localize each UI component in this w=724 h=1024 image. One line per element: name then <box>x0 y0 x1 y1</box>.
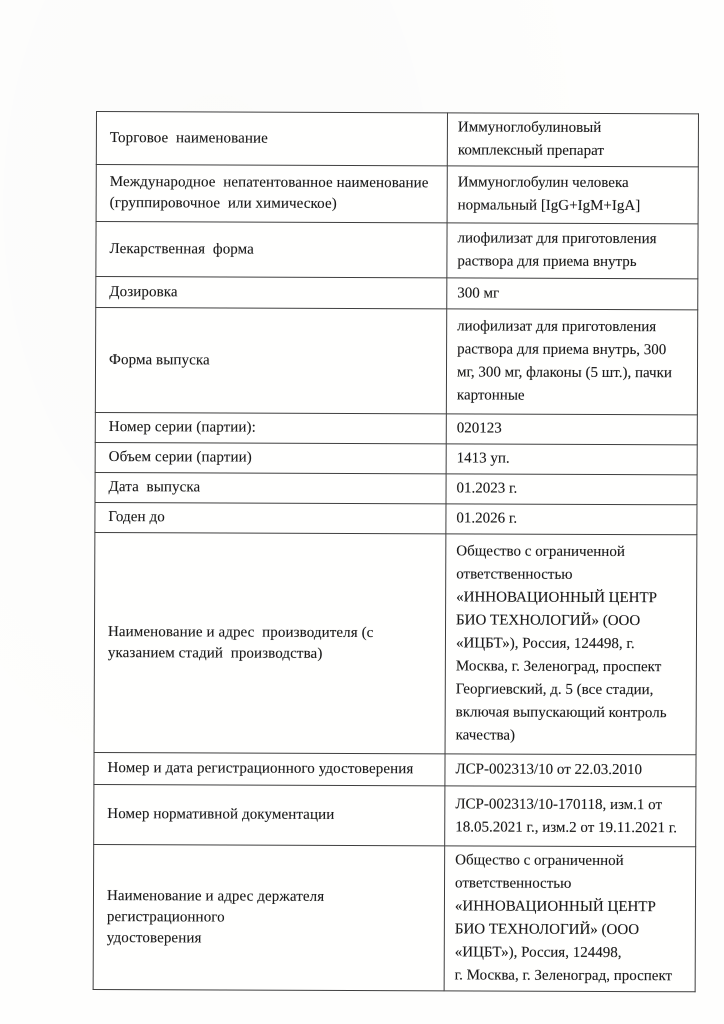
field-value-inn: Иммуноглобулин человека нормальный [IgG+IgM+IgA] <box>447 166 698 224</box>
field-label-release-form: Форма выпуска <box>95 308 446 414</box>
field-value-trade-name: Иммуноглобулиновый комплексный препарат <box>447 113 698 167</box>
table-row <box>94 532 697 754</box>
table-row <box>93 844 696 991</box>
field-label-batch-volume: Объем серии (партии) <box>95 442 446 473</box>
field-label-release-date: Дата выпуска <box>95 472 446 503</box>
field-value-dosage-form: лиофилизат для приготовления раствора для приема внутрь <box>447 223 698 279</box>
table-row <box>95 442 697 474</box>
table-row <box>96 165 698 224</box>
field-value-normative-doc: ЛСР-002313/10-170118, изм.1 от 18.05.2021 г., изм.2 от 19.11.2021 г. <box>445 786 696 847</box>
product-spec-table <box>93 111 678 992</box>
field-value-manufacturer: Общество с ограниченной ответственностью «ИННОВАЦИОННЫЙ ЦЕНТР БИО ТЕХНОЛОГИЙ» (ООО «ИЦБТ»), Россия, 124498, г. Москва, г. Зеленоград, проспект Георгиевский, д. 5 (все стадии, включая выпускающий контроль качества) <box>445 534 697 755</box>
field-label-dosage: Дозировка <box>96 277 447 309</box>
field-label-manufacturer: Наименование и адрес производителя (с указанием стадий производства) <box>94 532 446 753</box>
field-label-inn: Международное непатентованное наименование (группировочное или химическое) <box>96 165 447 223</box>
field-value-release-form: лиофилизат для приготовления раствора для приема внутрь, 300 мг, 300 мг, флаконы (5 шт.), пачки картонные <box>446 309 697 415</box>
spec-table-body <box>93 112 698 992</box>
field-label-registration-certificate: Номер и дата регистрационного удостоверения <box>94 752 445 785</box>
table-row <box>95 412 697 444</box>
field-label-normative-doc: Номер нормативной документации <box>94 784 445 845</box>
table-row <box>94 752 696 786</box>
field-label-expiry-date: Годен до <box>95 502 446 533</box>
table-row <box>96 112 698 167</box>
field-label-certificate-holder: Наименование и адрес держателя регистрационного удостоверения <box>93 844 445 990</box>
field-label-batch-number: Номер серии (партии): <box>95 412 446 443</box>
field-value-batch-volume: 1413 уп. <box>446 444 697 475</box>
field-value-release-date: 01.2023 г. <box>446 474 697 505</box>
field-value-dosage: 300 мг <box>447 278 698 310</box>
field-value-certificate-holder: Общество с ограниченной ответственностью «ИННОВАЦИОННЫЙ ЦЕНТР БИО ТЕХНОЛОГИЙ» (ООО «ИЦБТ»), Россия, 124498, г. Москва, г. Зеленоград, проспект <box>444 846 696 992</box>
field-value-batch-number: 020123 <box>446 414 697 445</box>
table-row <box>95 472 697 504</box>
field-label-dosage-form: Лекарственная форма <box>96 222 447 278</box>
field-value-expiry-date: 01.2026 г. <box>446 504 697 535</box>
spec-table <box>93 111 699 992</box>
field-label-trade-name: Торговое наименование <box>96 112 447 166</box>
table-row <box>96 222 698 279</box>
table-row <box>95 308 697 415</box>
table-row <box>95 502 697 534</box>
table-row <box>94 784 696 846</box>
field-value-registration-certificate: ЛСР-002313/10 от 22.03.2010 <box>445 754 696 787</box>
table-row <box>96 277 698 310</box>
